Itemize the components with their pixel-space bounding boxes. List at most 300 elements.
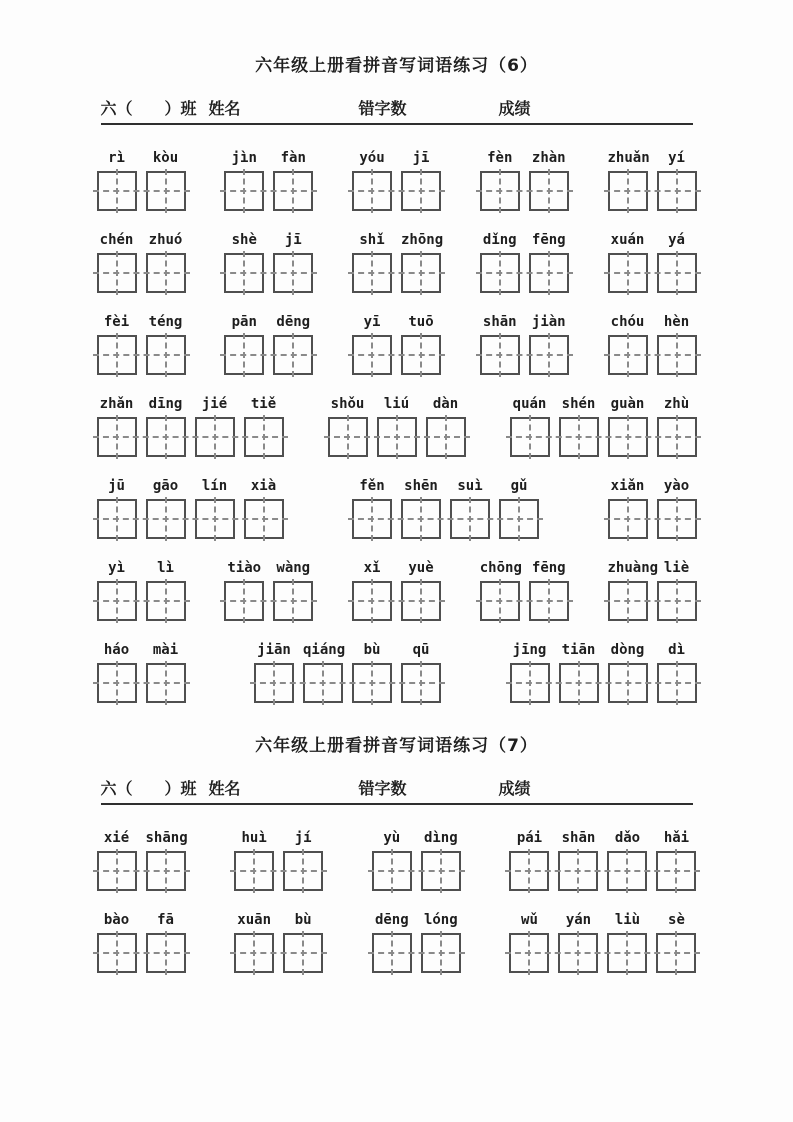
pinyin-syllable: jié bbox=[201, 396, 228, 412]
pinyin-syllable: kòu bbox=[152, 150, 179, 166]
pinyin-syllable: yá bbox=[668, 232, 685, 248]
writing-boxes bbox=[97, 663, 186, 703]
word-group bbox=[480, 313, 569, 375]
pinyin-row bbox=[352, 149, 441, 168]
box-vertical-guide bbox=[627, 579, 629, 623]
pinyin-syllable: yán bbox=[565, 912, 592, 928]
box-vertical-guide bbox=[676, 579, 678, 623]
writing-box bbox=[558, 933, 598, 973]
writing-box bbox=[273, 581, 313, 621]
box-vertical-guide bbox=[499, 333, 501, 377]
box-vertical-guide bbox=[116, 579, 118, 623]
box-vertical-guide bbox=[548, 579, 550, 623]
writing-box bbox=[401, 499, 441, 539]
pinyin-row bbox=[97, 641, 186, 660]
writing-box bbox=[510, 417, 550, 457]
writing-box bbox=[372, 933, 412, 973]
class-label: 六（ ）班 bbox=[100, 779, 197, 798]
writing-box bbox=[657, 417, 697, 457]
pinyin-syllable: dì bbox=[668, 642, 685, 658]
pinyin-syllable: fèi bbox=[103, 314, 130, 330]
writing-box bbox=[328, 417, 368, 457]
box-vertical-guide bbox=[627, 333, 629, 377]
writing-box bbox=[657, 253, 697, 293]
word-row bbox=[97, 231, 697, 293]
pinyin-syllable: tiào bbox=[227, 560, 262, 576]
writing-box bbox=[608, 499, 648, 539]
writing-box bbox=[421, 933, 461, 973]
pinyin-syllable: bào bbox=[103, 912, 130, 928]
word-group bbox=[352, 231, 444, 293]
box-vertical-guide bbox=[165, 931, 167, 975]
pinyin-syllable: suì bbox=[457, 478, 483, 494]
pinyin-syllable: háo bbox=[103, 642, 130, 658]
pinyin-syllable: dìng bbox=[423, 830, 458, 846]
writing-box bbox=[607, 933, 647, 973]
pinyin-syllable: yóu bbox=[359, 150, 385, 166]
box-vertical-guide bbox=[676, 497, 678, 541]
writing-box bbox=[146, 171, 186, 211]
writing-box bbox=[608, 663, 648, 703]
pinyin-syllable: pái bbox=[516, 830, 543, 846]
writing-box bbox=[224, 581, 264, 621]
box-vertical-guide bbox=[676, 333, 678, 377]
pinyin-syllable: jiān bbox=[257, 642, 291, 658]
pinyin-syllable: jī bbox=[284, 232, 302, 248]
pinyin-syllable: mài bbox=[152, 642, 179, 658]
pinyin-syllable: yí bbox=[668, 150, 685, 166]
box-vertical-guide bbox=[420, 579, 422, 623]
pinyin-syllable: jī bbox=[412, 150, 430, 166]
word-group bbox=[510, 641, 697, 703]
word-row bbox=[97, 559, 697, 621]
writing-box bbox=[559, 417, 599, 457]
writing-boxes bbox=[510, 417, 697, 457]
writing-boxes bbox=[510, 663, 697, 703]
word-group bbox=[97, 231, 186, 293]
pinyin-syllable: wàng bbox=[276, 560, 311, 576]
word-group bbox=[480, 231, 569, 293]
pinyin-syllable: xuān bbox=[237, 912, 272, 928]
pinyin-syllable: tiě bbox=[250, 396, 277, 412]
box-vertical-guide bbox=[627, 251, 629, 295]
box-vertical-guide bbox=[165, 415, 167, 459]
writing-boxes bbox=[352, 253, 441, 293]
writing-boxes bbox=[608, 335, 697, 375]
writing-boxes bbox=[97, 335, 186, 375]
pinyin-syllable: lín bbox=[201, 478, 228, 494]
pinyin-syllable: liù bbox=[614, 912, 641, 928]
pinyin-syllable: zhù bbox=[663, 396, 690, 412]
word-row bbox=[97, 911, 697, 973]
box-vertical-guide bbox=[627, 661, 629, 705]
writing-boxes bbox=[224, 171, 313, 211]
pinyin-syllable: zhuàng bbox=[607, 560, 659, 576]
writing-box bbox=[97, 581, 137, 621]
pinyin-row bbox=[510, 395, 697, 414]
box-vertical-guide bbox=[116, 333, 118, 377]
box-vertical-guide bbox=[165, 333, 167, 377]
pinyin-row bbox=[372, 911, 461, 930]
box-vertical-guide bbox=[253, 931, 255, 975]
pinyin-syllable: yào bbox=[663, 478, 690, 494]
pinyin-syllable: hǎi bbox=[663, 830, 690, 846]
word-group bbox=[224, 313, 313, 375]
box-vertical-guide bbox=[391, 849, 393, 893]
writing-box bbox=[97, 499, 137, 539]
pinyin-row bbox=[480, 559, 569, 578]
writing-boxes bbox=[608, 581, 697, 621]
pinyin-syllable: tiān bbox=[561, 642, 596, 658]
box-vertical-guide bbox=[322, 661, 324, 705]
pinyin-syllable: dēng bbox=[276, 314, 311, 330]
writing-boxes bbox=[234, 933, 323, 973]
writing-box bbox=[559, 663, 599, 703]
box-vertical-guide bbox=[626, 849, 628, 893]
pinyin-syllable: xià bbox=[250, 478, 277, 494]
writing-box bbox=[273, 253, 313, 293]
writing-box bbox=[195, 417, 235, 457]
writing-box bbox=[608, 253, 648, 293]
writing-box bbox=[195, 499, 235, 539]
box-vertical-guide bbox=[420, 661, 422, 705]
box-vertical-guide bbox=[499, 251, 501, 295]
word-group bbox=[509, 829, 696, 891]
pinyin-syllable: lóng bbox=[423, 912, 458, 928]
pinyin-syllable: shān bbox=[482, 314, 517, 330]
word-group bbox=[97, 477, 284, 539]
writing-boxes bbox=[254, 663, 441, 703]
writing-box bbox=[499, 499, 539, 539]
word-group bbox=[97, 395, 284, 457]
word-group bbox=[97, 829, 186, 891]
pinyin-syllable: dàn bbox=[432, 396, 459, 412]
box-vertical-guide bbox=[529, 661, 531, 705]
wrong-count-label: 错字数 bbox=[358, 99, 407, 118]
pinyin-syllable: rì bbox=[108, 150, 125, 166]
pinyin-row bbox=[97, 149, 186, 168]
box-vertical-guide bbox=[577, 931, 579, 975]
pinyin-syllable: jìn bbox=[231, 150, 257, 166]
pinyin-syllable: shǐ bbox=[359, 232, 385, 248]
writing-box bbox=[224, 171, 264, 211]
writing-box bbox=[377, 417, 417, 457]
writing-box bbox=[146, 417, 186, 457]
pinyin-row bbox=[224, 559, 313, 578]
writing-boxes bbox=[97, 851, 186, 891]
writing-box bbox=[656, 851, 696, 891]
box-vertical-guide bbox=[371, 497, 373, 541]
writing-box bbox=[529, 171, 569, 211]
writing-boxes bbox=[608, 499, 697, 539]
box-vertical-guide bbox=[292, 169, 294, 213]
pinyin-syllable: zhōng bbox=[401, 232, 444, 248]
pinyin-syllable: sè bbox=[668, 912, 685, 928]
score-label: 成绩 bbox=[498, 99, 531, 118]
box-vertical-guide bbox=[396, 415, 398, 459]
word-group bbox=[224, 231, 313, 293]
writing-box bbox=[224, 335, 264, 375]
pinyin-syllable: pān bbox=[231, 314, 257, 330]
pinyin-row bbox=[352, 231, 444, 250]
box-vertical-guide bbox=[675, 849, 677, 893]
word-group bbox=[608, 231, 697, 293]
pinyin-syllable: zhuó bbox=[148, 232, 183, 248]
pinyin-syllable: lì bbox=[157, 560, 174, 576]
box-vertical-guide bbox=[116, 849, 118, 893]
writing-box bbox=[401, 663, 441, 703]
pinyin-row bbox=[97, 477, 284, 496]
writing-boxes bbox=[352, 499, 539, 539]
box-vertical-guide bbox=[273, 661, 275, 705]
writing-boxes bbox=[352, 335, 441, 375]
word-group bbox=[254, 641, 441, 703]
writing-boxes bbox=[328, 417, 466, 457]
pinyin-syllable: dīng bbox=[148, 396, 183, 412]
box-vertical-guide bbox=[116, 497, 118, 541]
pinyin-syllable: chōng bbox=[479, 560, 522, 576]
writing-box bbox=[283, 933, 323, 973]
pinyin-row bbox=[234, 911, 323, 930]
word-row bbox=[97, 477, 697, 539]
pinyin-syllable: dēng bbox=[374, 912, 409, 928]
pinyin-syllable: liú bbox=[383, 396, 410, 412]
pinyin-row bbox=[97, 559, 186, 578]
word-group bbox=[352, 559, 441, 621]
section-title: 六年级上册看拼音写词语练习（6） bbox=[255, 56, 538, 76]
writing-box bbox=[558, 851, 598, 891]
pinyin-row bbox=[608, 477, 697, 496]
pinyin-row bbox=[608, 149, 697, 168]
box-vertical-guide bbox=[263, 415, 265, 459]
box-vertical-guide bbox=[243, 169, 245, 213]
box-vertical-guide bbox=[371, 661, 373, 705]
wrong-count-label: 错字数 bbox=[358, 779, 407, 798]
worksheet-section-7 bbox=[0, 735, 793, 973]
writing-box bbox=[234, 851, 274, 891]
writing-box bbox=[401, 171, 441, 211]
word-group bbox=[97, 313, 186, 375]
pinyin-row bbox=[328, 395, 466, 414]
word-row bbox=[97, 829, 697, 891]
pinyin-syllable: bù bbox=[363, 642, 381, 658]
pinyin-syllable: shān bbox=[561, 830, 596, 846]
box-vertical-guide bbox=[627, 169, 629, 213]
writing-box bbox=[529, 581, 569, 621]
box-vertical-guide bbox=[165, 661, 167, 705]
pinyin-syllable: yì bbox=[108, 560, 125, 576]
word-group bbox=[234, 911, 323, 973]
pinyin-row bbox=[352, 477, 539, 496]
pinyin-syllable: dòng bbox=[610, 642, 645, 658]
writing-box bbox=[529, 253, 569, 293]
word-row bbox=[97, 641, 697, 703]
writing-boxes bbox=[224, 581, 313, 621]
box-vertical-guide bbox=[528, 849, 530, 893]
pinyin-syllable: fàn bbox=[280, 150, 306, 166]
writing-box bbox=[510, 663, 550, 703]
writing-box bbox=[608, 171, 648, 211]
box-vertical-guide bbox=[499, 579, 501, 623]
box-vertical-guide bbox=[676, 169, 678, 213]
pinyin-syllable: qiáng bbox=[303, 642, 346, 658]
pinyin-syllable: bù bbox=[294, 912, 312, 928]
writing-box bbox=[283, 851, 323, 891]
pinyin-syllable: fěn bbox=[359, 478, 385, 494]
pinyin-syllable: qū bbox=[412, 642, 430, 658]
pinyin-row bbox=[254, 641, 441, 660]
pinyin-syllable: yù bbox=[383, 830, 401, 846]
pinyin-syllable: jīng bbox=[512, 642, 547, 658]
pinyin-row bbox=[234, 829, 323, 848]
box-vertical-guide bbox=[420, 251, 422, 295]
word-group bbox=[352, 149, 441, 211]
pinyin-syllable: fēng bbox=[531, 232, 566, 248]
box-vertical-guide bbox=[116, 931, 118, 975]
box-vertical-guide bbox=[420, 333, 422, 377]
pinyin-row bbox=[509, 911, 696, 930]
word-group bbox=[97, 911, 186, 973]
writing-box bbox=[146, 851, 186, 891]
pinyin-syllable: zhàn bbox=[531, 150, 566, 166]
worksheet-section-6 bbox=[0, 55, 793, 703]
box-vertical-guide bbox=[440, 849, 442, 893]
writing-boxes bbox=[372, 851, 461, 891]
writing-box bbox=[254, 663, 294, 703]
word-row bbox=[97, 149, 697, 211]
box-vertical-guide bbox=[165, 251, 167, 295]
word-group bbox=[328, 395, 466, 457]
writing-boxes bbox=[480, 253, 569, 293]
word-group bbox=[97, 559, 186, 621]
box-vertical-guide bbox=[627, 415, 629, 459]
pinyin-row bbox=[352, 559, 441, 578]
writing-boxes bbox=[97, 253, 186, 293]
writing-box bbox=[97, 253, 137, 293]
box-vertical-guide bbox=[302, 931, 304, 975]
pinyin-syllable: fā bbox=[157, 912, 174, 928]
word-group bbox=[372, 911, 461, 973]
writing-box bbox=[450, 499, 490, 539]
pinyin-row bbox=[510, 641, 697, 660]
box-vertical-guide bbox=[469, 497, 471, 541]
name-label: 姓名 bbox=[208, 779, 241, 798]
pinyin-syllable: xiǎn bbox=[610, 478, 645, 494]
box-vertical-guide bbox=[577, 849, 579, 893]
writing-box bbox=[608, 581, 648, 621]
pinyin-syllable: xié bbox=[103, 830, 130, 846]
writing-box bbox=[97, 417, 137, 457]
pinyin-row bbox=[224, 313, 313, 332]
pinyin-row bbox=[608, 231, 697, 250]
box-vertical-guide bbox=[528, 931, 530, 975]
pinyin-syllable: fèn bbox=[487, 150, 513, 166]
box-vertical-guide bbox=[371, 333, 373, 377]
box-vertical-guide bbox=[499, 169, 501, 213]
writing-boxes bbox=[224, 335, 313, 375]
box-vertical-guide bbox=[675, 931, 677, 975]
box-vertical-guide bbox=[548, 333, 550, 377]
pinyin-row bbox=[352, 313, 441, 332]
writing-box bbox=[352, 335, 392, 375]
pinyin-syllable: jí bbox=[294, 830, 312, 846]
box-vertical-guide bbox=[243, 251, 245, 295]
pinyin-syllable: shè bbox=[231, 232, 257, 248]
box-vertical-guide bbox=[116, 415, 118, 459]
writing-boxes bbox=[97, 171, 186, 211]
pinyin-syllable: quán bbox=[512, 396, 547, 412]
writing-box bbox=[529, 335, 569, 375]
box-vertical-guide bbox=[445, 415, 447, 459]
pinyin-syllable: yuè bbox=[408, 560, 434, 576]
pinyin-syllable: shēn bbox=[404, 478, 438, 494]
pinyin-syllable: shǒu bbox=[330, 396, 365, 412]
box-vertical-guide bbox=[165, 497, 167, 541]
box-vertical-guide bbox=[420, 497, 422, 541]
word-group bbox=[352, 313, 441, 375]
writing-box bbox=[657, 171, 697, 211]
header-line bbox=[101, 97, 693, 125]
writing-box bbox=[146, 581, 186, 621]
box-vertical-guide bbox=[116, 251, 118, 295]
pinyin-row bbox=[97, 829, 186, 848]
box-vertical-guide bbox=[165, 849, 167, 893]
box-vertical-guide bbox=[214, 497, 216, 541]
pinyin-row bbox=[608, 313, 697, 332]
pinyin-syllable: dǐng bbox=[482, 232, 517, 248]
word-group bbox=[608, 149, 697, 211]
pinyin-syllable: chóu bbox=[610, 314, 645, 330]
pinyin-syllable: gǔ bbox=[510, 478, 528, 494]
pinyin-syllable: hèn bbox=[663, 314, 690, 330]
writing-box bbox=[146, 499, 186, 539]
writing-boxes bbox=[97, 499, 284, 539]
writing-box bbox=[372, 851, 412, 891]
pinyin-syllable: jiàn bbox=[531, 314, 566, 330]
word-group bbox=[509, 911, 696, 973]
box-vertical-guide bbox=[292, 251, 294, 295]
writing-box bbox=[303, 663, 343, 703]
box-vertical-guide bbox=[420, 169, 422, 213]
writing-box bbox=[352, 581, 392, 621]
writing-box bbox=[97, 933, 137, 973]
word-group bbox=[480, 559, 569, 621]
word-row bbox=[97, 313, 697, 375]
writing-box bbox=[146, 253, 186, 293]
writing-boxes bbox=[480, 171, 569, 211]
writing-boxes bbox=[509, 933, 696, 973]
box-vertical-guide bbox=[302, 849, 304, 893]
box-vertical-guide bbox=[253, 849, 255, 893]
writing-box bbox=[401, 581, 441, 621]
writing-box bbox=[234, 933, 274, 973]
writing-box bbox=[657, 499, 697, 539]
writing-boxes bbox=[352, 171, 441, 211]
pinyin-syllable: zhǎn bbox=[99, 396, 134, 412]
pinyin-syllable: xǐ bbox=[363, 560, 381, 576]
writing-box bbox=[352, 499, 392, 539]
box-vertical-guide bbox=[676, 661, 678, 705]
writing-boxes bbox=[509, 851, 696, 891]
box-vertical-guide bbox=[548, 251, 550, 295]
box-vertical-guide bbox=[676, 415, 678, 459]
writing-box bbox=[97, 335, 137, 375]
word-group bbox=[97, 641, 186, 703]
box-vertical-guide bbox=[627, 497, 629, 541]
pinyin-row bbox=[608, 559, 697, 578]
box-vertical-guide bbox=[165, 579, 167, 623]
pinyin-syllable: huì bbox=[241, 830, 267, 846]
